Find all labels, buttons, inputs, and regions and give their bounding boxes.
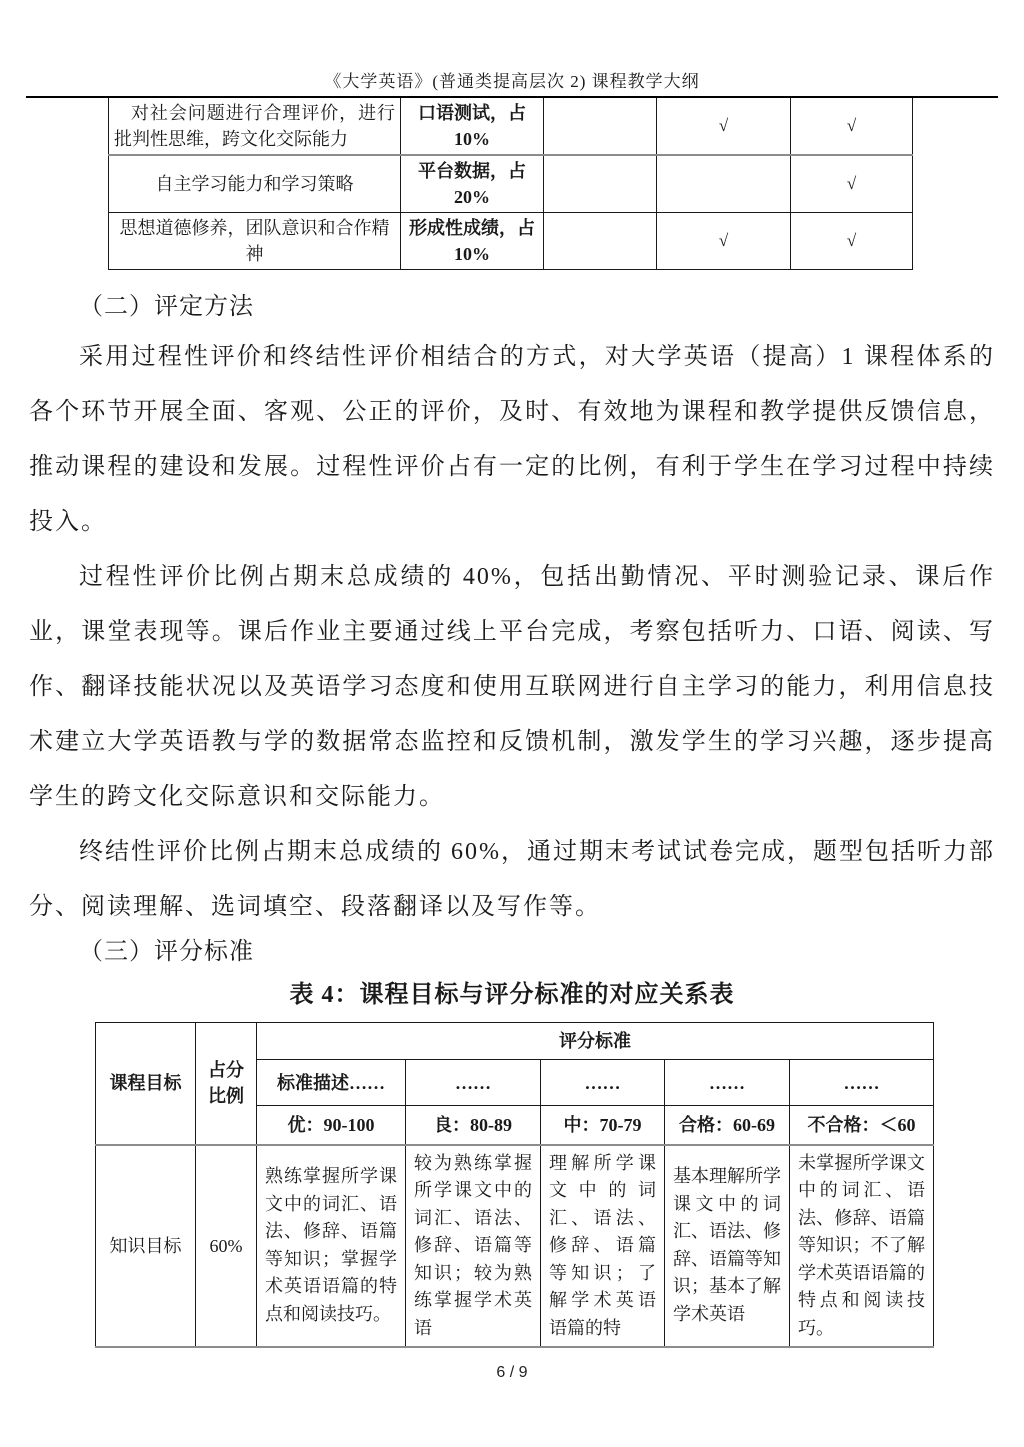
grade-band-cell: 优：90-100 — [257, 1106, 406, 1145]
page-number: 6 / 9 — [496, 1364, 528, 1381]
running-header: 《大学英语》(普通类提高层次 2) 课程教学大纲 — [324, 72, 700, 91]
check-cell: √ — [791, 98, 913, 155]
objective-cell: 知识目标 — [96, 1145, 196, 1348]
check-cell — [544, 155, 657, 213]
desc-cell: …… — [406, 1060, 541, 1106]
criteria-cell: 基本理解所学课文中的词汇、语法、修辞、语篇等知识；基本了解学术英语 — [665, 1145, 790, 1348]
check-cell: √ — [657, 98, 791, 155]
method-cell: 平台数据，占 20% — [401, 155, 544, 213]
table-row — [109, 213, 913, 270]
criteria-cell: 理解所学课文中的词汇、语法、修辞、语篇等知识；了解学术英语语篇的特 — [541, 1145, 665, 1348]
grade-band-cell: 中：70-79 — [541, 1106, 665, 1145]
paragraph: 采用过程性评价和终结性评价相结合的方式，对大学英语（提高）1 课程体系的各个环节开展全面、客观、公正的评价，及时、有效地为课程和教学提供反馈信息，推动课程的建设和发展。过程性评价占有一定的比例，有利于学生在学习过程中持续投入。 — [29, 344, 995, 535]
weight-cell: 60% — [196, 1145, 257, 1348]
check-cell: √ — [657, 213, 791, 270]
section-heading-evaluation-method: （二）评定方法 — [79, 294, 254, 320]
table4-caption: 表 4：课程目标与评分标准的对应关系表 — [289, 982, 735, 1008]
column-header-objective: 课程目标 — [96, 1023, 196, 1145]
criteria-cell: 未掌握所学课文中的词汇、语法、修辞、语篇等知识；不了解学术英语语篇的特点和阅读技巧。 — [790, 1145, 934, 1348]
table-row — [96, 1145, 934, 1348]
check-cell: √ — [791, 155, 913, 213]
objective-cell: 自主学习能力和学习策略 — [109, 155, 401, 213]
method-cell: 形成性成绩，占 10% — [401, 213, 544, 270]
table-header-row — [96, 1023, 934, 1060]
assessment-methods-table — [108, 98, 913, 270]
paragraph: 终结性评价比例占期末总成绩的 60%，通过期末考试试卷完成，题型包括听力部分、阅读理解、选词填空、段落翻译以及写作等。 — [29, 839, 995, 920]
table-row — [109, 155, 913, 213]
desc-cell: …… — [541, 1060, 665, 1106]
criteria-cell: 熟练掌握所学课文中的词汇、语法、修辞、语篇等知识；掌握学术英语语篇的特点和阅读技巧。 — [257, 1145, 406, 1348]
check-cell — [544, 213, 657, 270]
column-header-weight: 占分比例 — [196, 1023, 257, 1145]
paragraph: 过程性评价比例占期末总成绩的 40%，包括出勤情况、平时测验记录、课后作业，课堂表现等。课后作业主要通过线上平台完成，考察包括听力、口语、阅读、写作、翻译技能状况以及英语学习态度和使用互联网进行自主学习的能力，利用信息技术建立大学英语教与学的数据常态监控和反馈机制，激发学生的学习兴趣，逐步提高学生的跨文化交际意识和交际能力。 — [29, 564, 995, 810]
objective-cell: 对社会问题进行合理评价，进行批判性思维，跨文化交际能力 — [109, 98, 401, 155]
section-heading-grading-criteria: （三）评分标准 — [79, 939, 254, 965]
check-cell — [657, 155, 791, 213]
method-cell: 口语测试，占 10% — [401, 98, 544, 155]
grade-band-cell: 良：80-89 — [406, 1106, 541, 1145]
check-cell — [544, 98, 657, 155]
table-row — [109, 98, 913, 155]
column-header-grading: 评分标准 — [257, 1023, 934, 1060]
grade-band-cell: 合格：60-69 — [665, 1106, 790, 1145]
objective-cell: 思想道德修养，团队意识和合作精神 — [109, 213, 401, 270]
grading-criteria-table — [95, 1022, 934, 1348]
desc-cell: …… — [790, 1060, 934, 1106]
desc-cell: …… — [665, 1060, 790, 1106]
grade-band-cell: 不合格：＜60 — [790, 1106, 934, 1145]
criteria-cell: 较为熟练掌握所学课文中的词汇、语法、修辞、语篇等知识；较为熟练掌握学术英语 — [406, 1145, 541, 1348]
check-cell: √ — [791, 213, 913, 270]
desc-cell: 标准描述…… — [257, 1060, 406, 1106]
